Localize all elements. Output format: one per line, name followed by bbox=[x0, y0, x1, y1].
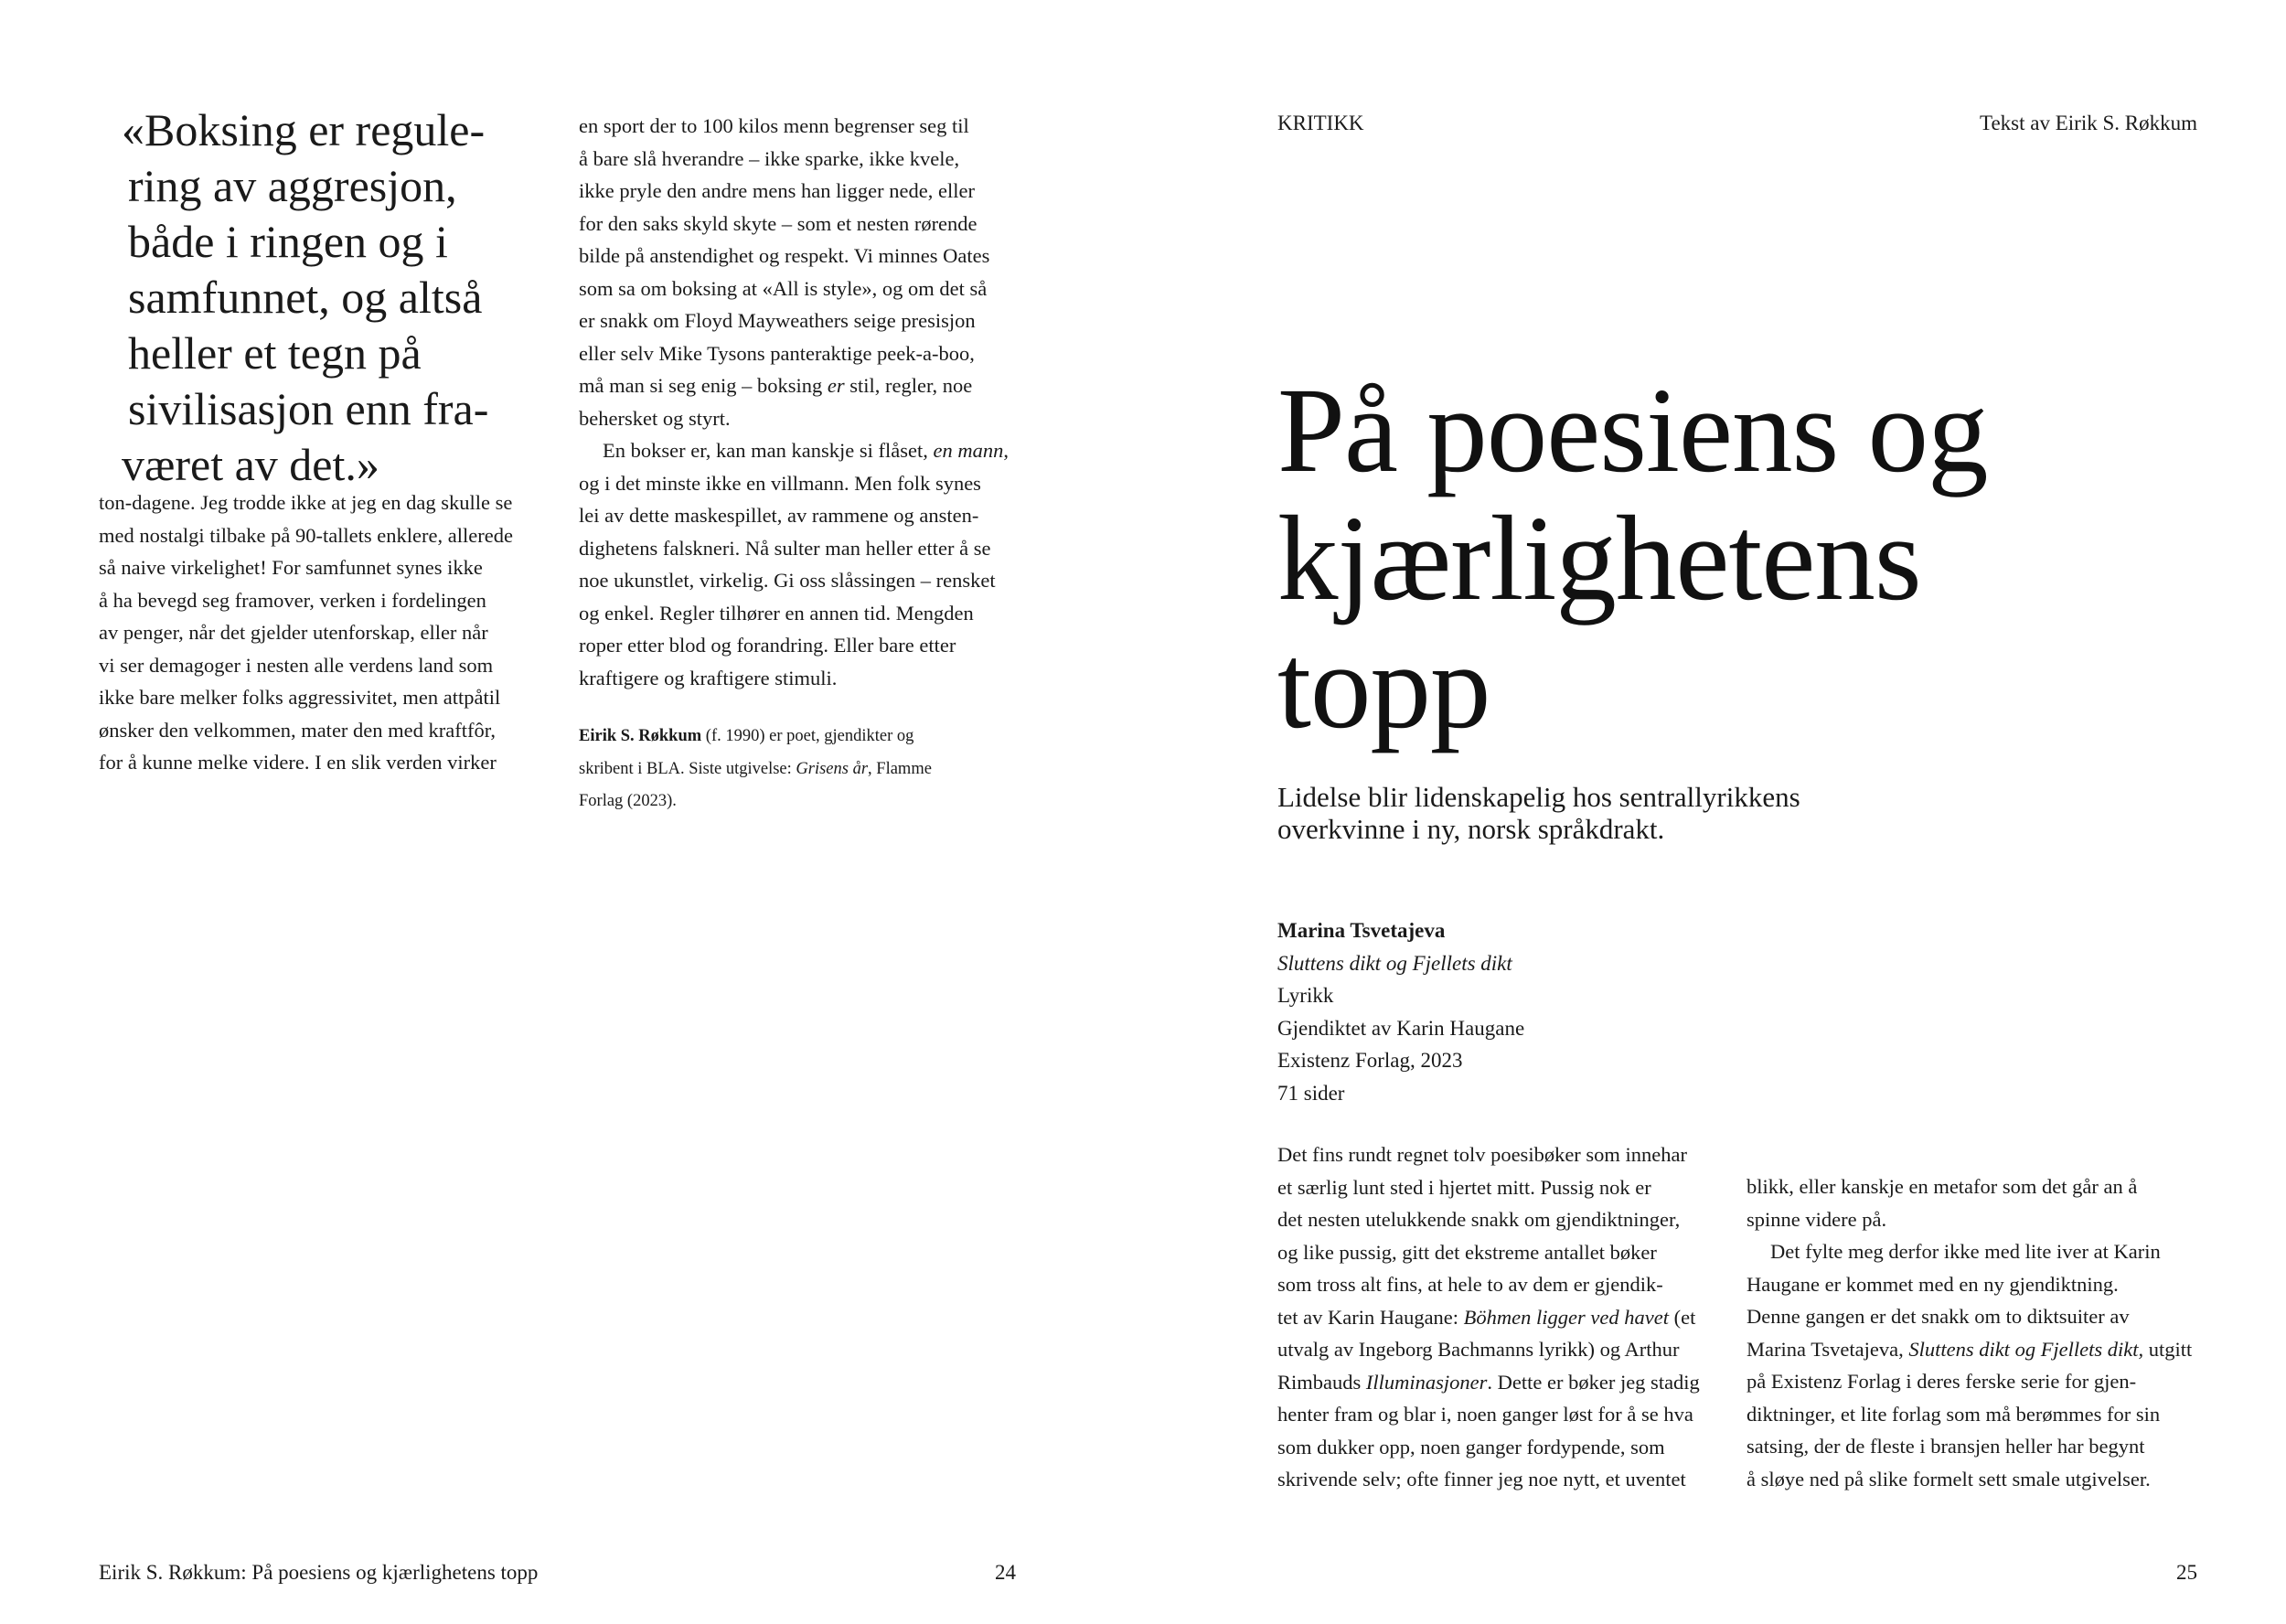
book-pages: 71 sider bbox=[1277, 1081, 1345, 1105]
text-run: . Dette er bøker jeg stadig bbox=[1487, 1370, 1700, 1394]
emphasis: Illuminasjoner bbox=[1365, 1370, 1488, 1394]
text-line: som tross alt fins, at hele to av dem er gjendik- bbox=[1277, 1273, 1663, 1296]
text-line: er snakk om Floyd Mayweathers seige presisjon bbox=[579, 309, 976, 332]
text-line: Denne gangen er det snakk om to diktsuiter av bbox=[1747, 1305, 2130, 1328]
pull-quote-line: heller et tegn på bbox=[128, 327, 422, 379]
text-line: ikke bare melker folks aggressivitet, men attpåtil bbox=[99, 686, 501, 709]
pull-quote bbox=[122, 102, 542, 493]
text-line: og like pussig, gitt det ekstreme antallet bøker bbox=[1277, 1240, 1657, 1264]
headline-line: topp bbox=[1277, 618, 1490, 753]
pull-quote-line: både i ringen og i bbox=[128, 216, 448, 267]
text-line: av penger, når det gjelder utenforskap, eller når bbox=[99, 621, 488, 644]
text-run: skribent i BLA. Siste utgivelse: bbox=[579, 759, 796, 778]
text-line: roper etter blod og forandring. Eller bare etter bbox=[579, 634, 956, 657]
page-number-right: 25 bbox=[2176, 1561, 2197, 1584]
text-run: Marina Tsvetajeva, bbox=[1747, 1337, 1909, 1361]
bio-line bbox=[579, 721, 1009, 753]
text-line: lei av dette maskespillet, av rammene og ansten- bbox=[579, 504, 979, 527]
text-line bbox=[1747, 1333, 2199, 1366]
text-line: å ha bevegd seg framover, verken i fordelingen bbox=[99, 588, 486, 612]
emphasis: Sluttens dikt og Fjellets dikt, bbox=[1908, 1337, 2144, 1361]
emphasis: Böhmen ligger ved havet bbox=[1463, 1305, 1669, 1329]
text-line: ikke pryle den andre mens han ligger nede, eller bbox=[579, 179, 975, 202]
text-line: kraftigere og kraftigere stimuli. bbox=[579, 666, 838, 689]
book-title: Sluttens dikt og Fjellets dikt bbox=[1277, 951, 1512, 975]
article-headline bbox=[1277, 362, 2228, 753]
article-column-middle bbox=[579, 110, 1029, 694]
text-line bbox=[1277, 1366, 1724, 1399]
text-run: , bbox=[1003, 439, 1009, 462]
text-line: henter fram og blar i, noen ganger løst for å se hva bbox=[1277, 1403, 1693, 1426]
text-run: utgitt bbox=[2143, 1337, 2193, 1361]
text-line: spinne videre på. bbox=[1747, 1207, 1887, 1231]
text-line: for den saks skyld skyte – som et nesten rørende bbox=[579, 211, 977, 235]
headline-line: kjærlighetens bbox=[1277, 490, 1921, 625]
text-line: satsing, der de fleste i bransjen heller har begynt bbox=[1747, 1435, 2145, 1458]
text-line: behersket og styrt. bbox=[579, 406, 731, 430]
bio-book-title: Grisens år bbox=[796, 759, 869, 778]
book-translator: Gjendiktet av Karin Haugane bbox=[1277, 1016, 1525, 1040]
text-line: blikk, eller kanskje en metafor som det går an å bbox=[1747, 1175, 2138, 1198]
pull-quote-line: været av det.» bbox=[122, 439, 379, 490]
text-run: må man si seg enig – boksing bbox=[579, 374, 828, 397]
text-line: og i det minste ikke en villmann. Men folk synes bbox=[579, 471, 981, 495]
bio-line: Forlag (2023). bbox=[579, 792, 677, 810]
emphasis: er bbox=[827, 374, 845, 397]
pull-quote-line: «Boksing er regule- bbox=[122, 104, 486, 155]
pull-quote-line: samfunnet, og altså bbox=[128, 272, 483, 323]
text-run: Rimbauds bbox=[1277, 1370, 1366, 1394]
book-publisher: Existenz Forlag, 2023 bbox=[1277, 1049, 1463, 1072]
article-lede bbox=[1277, 781, 1936, 845]
text-line: på Existenz Forlag i deres ferske serie for gjen- bbox=[1747, 1370, 2137, 1393]
bio-name: Eirik S. Røkkum bbox=[579, 727, 702, 745]
book-author: Marina Tsvetajeva bbox=[1277, 919, 1446, 942]
text-run: stil, regler, noe bbox=[844, 374, 973, 397]
text-line: vi ser demagoger i nesten alle verdens land som bbox=[99, 653, 494, 677]
text-line: et særlig lunt sted i hjertet mitt. Pussig nok er bbox=[1277, 1175, 1651, 1199]
text-run: tet av Karin Haugane: bbox=[1277, 1305, 1464, 1329]
section-label: KRITIKK bbox=[1277, 112, 1364, 134]
text-line: for å kunne melke videre. I en slik verden virker bbox=[99, 751, 497, 774]
text-line: ton-dagene. Jeg trodde ikke at jeg en dag skulle se bbox=[99, 491, 513, 514]
text-line: noe ukunstlet, virkelig. Gi oss slåssingen – rensket bbox=[579, 569, 996, 592]
headline-line: På poesiens og bbox=[1277, 362, 1988, 497]
running-footer: Eirik S. Røkkum: På poesiens og kjærlighetens topp bbox=[99, 1561, 539, 1584]
book-info bbox=[1277, 914, 1826, 1109]
text-line: ønsker den velkommen, mater den med kraftfôr, bbox=[99, 718, 496, 742]
text-line bbox=[579, 434, 1029, 467]
pull-quote-line: ring av aggresjon, bbox=[128, 160, 457, 211]
pull-quote-line: sivilisasjon enn fra- bbox=[128, 383, 489, 434]
lede-line: Lidelse blir lidenskapelig hos sentrallyrikkens bbox=[1277, 781, 1800, 813]
text-line: det nesten utelukkende snakk om gjendiktninger, bbox=[1277, 1208, 1681, 1231]
byline: Tekst av Eirik S. Røkkum bbox=[1980, 112, 2197, 134]
text-line: bilde på anstendighet og respekt. Vi minnes Oates bbox=[579, 244, 990, 267]
text-run: (et bbox=[1668, 1305, 1696, 1329]
review-column-right bbox=[1747, 1170, 2199, 1495]
text-line: Det fins rundt regnet tolv poesibøker som innehar bbox=[1277, 1143, 1688, 1166]
book-genre: Lyrikk bbox=[1277, 984, 1334, 1007]
text-line: skrivende selv; ofte finner jeg noe nytt, et uventet bbox=[1277, 1468, 1686, 1490]
text-line: eller selv Mike Tysons panteraktige peek-a-boo, bbox=[579, 341, 975, 365]
text-run: (f. 1990) er poet, gjendikter og bbox=[701, 727, 914, 745]
text-line: å sløye ned på slike formelt sett smale utgivelser. bbox=[1747, 1467, 2151, 1490]
text-line: dighetens falskneri. Nå sulter man heller etter å se bbox=[579, 536, 991, 560]
text-run: , Flamme bbox=[868, 759, 932, 778]
text-line bbox=[1277, 1301, 1724, 1334]
text-line: så naive virkelighet! For samfunnet synes ikke bbox=[99, 556, 483, 579]
text-line: som dukker opp, noen ganger fordypende, som bbox=[1277, 1435, 1665, 1458]
text-line: Det fylte meg derfor ikke med lite iver at Karin bbox=[1770, 1240, 2161, 1263]
text-line: en sport der to 100 kilos menn begrenser seg til bbox=[579, 114, 969, 137]
text-line: å bare slå hverandre – ikke sparke, ikke kvele, bbox=[579, 146, 960, 170]
text-line bbox=[579, 369, 1029, 402]
text-line: utvalg av Ingeborg Bachmanns lyrikk) og Arthur bbox=[1277, 1338, 1680, 1361]
page-number-left: 24 bbox=[995, 1561, 1016, 1584]
article-column-left bbox=[99, 486, 542, 779]
text-line: Haugane er kommet med en ny gjendiktning. bbox=[1747, 1272, 2119, 1296]
text-run: En bokser er, kan man kanskje si flåset, bbox=[603, 439, 934, 462]
text-line: diktninger, et lite forlag som må berømmes for sin bbox=[1747, 1402, 2161, 1426]
bio-line bbox=[579, 753, 1009, 786]
text-line: som sa om boksing at «All is style», og om det så bbox=[579, 276, 988, 300]
emphasis: en mann bbox=[933, 439, 1004, 462]
text-line: og enkel. Regler tilhører en annen tid. Mengden bbox=[579, 601, 974, 625]
author-bio bbox=[579, 721, 1009, 818]
review-column-left bbox=[1277, 1138, 1724, 1496]
text-line: med nostalgi tilbake på 90-tallets enklere, allerede bbox=[99, 523, 513, 547]
lede-line: overkvinne i ny, norsk språkdrakt. bbox=[1277, 813, 1665, 845]
